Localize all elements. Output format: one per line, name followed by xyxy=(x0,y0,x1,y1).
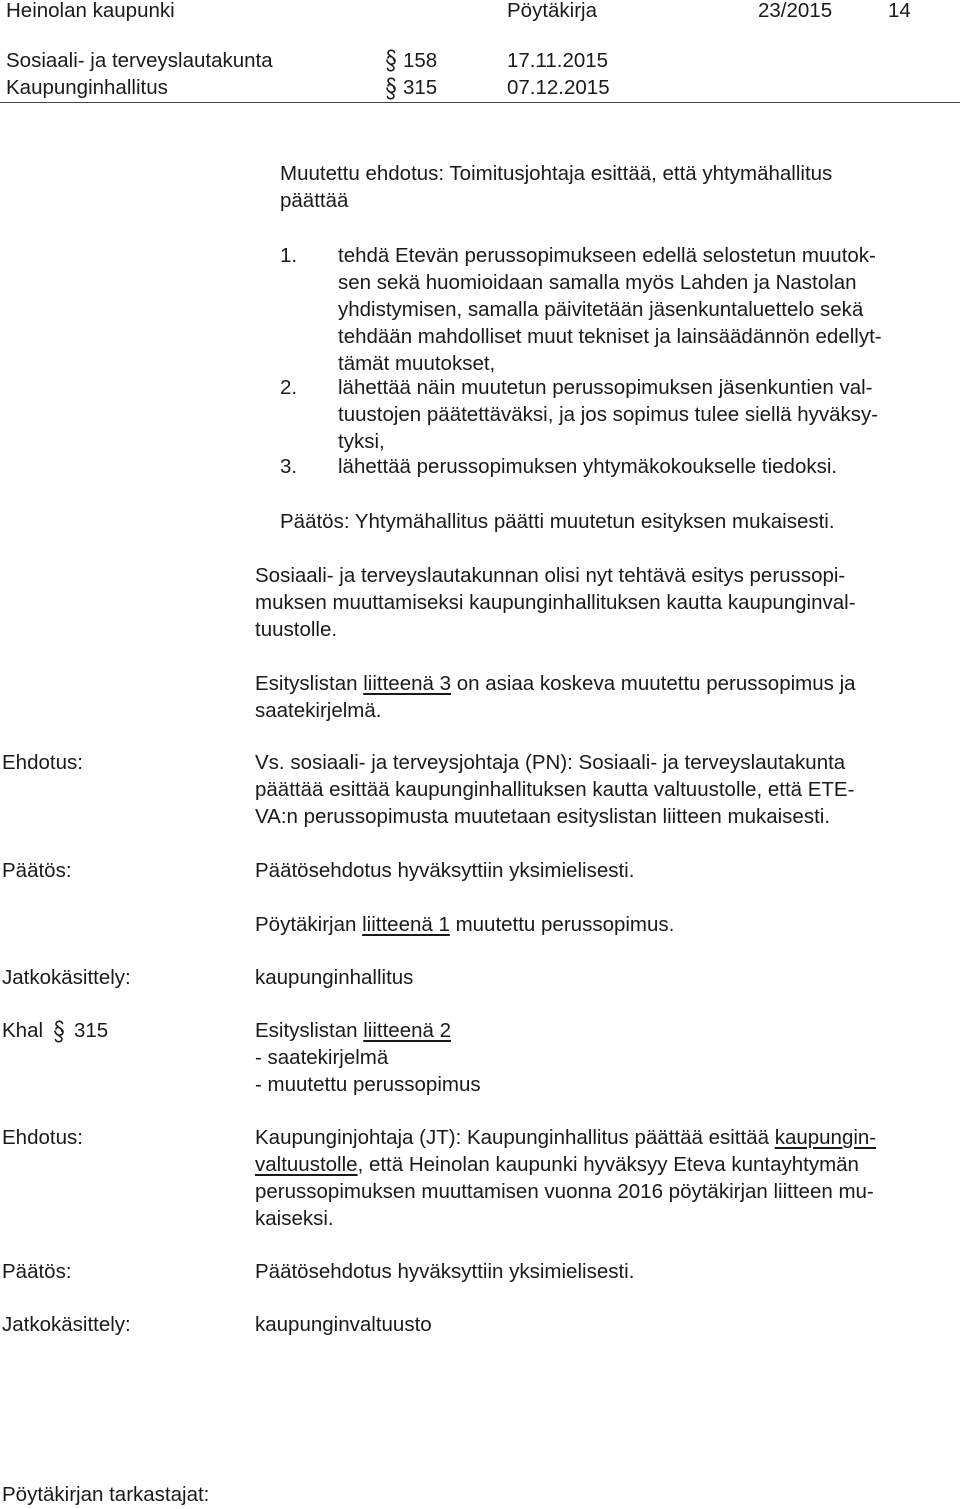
header-city: Heinolan kaupunki xyxy=(6,0,175,22)
khal-name: Khal xyxy=(2,1019,44,1042)
body-paragraph: muksen muuttamiseksi kaupunginhallituksen kautta kaupunginval- xyxy=(255,591,856,614)
khal-number: 315 xyxy=(74,1019,109,1042)
header-number: 23/2015 xyxy=(758,0,833,22)
minutes-attachment xyxy=(255,911,674,938)
proposal-text: VA:n perussopimusta muutetaan esityslistan liitteen mukaisesti. xyxy=(255,805,831,828)
attachment-text: Pöytäkirjan xyxy=(255,913,363,936)
decision-text: Päätösehdotus hyväksyttiin yksimielisesti. xyxy=(255,859,635,882)
attachment-link[interactable]: liitteenä 2 xyxy=(363,1019,451,1042)
attachment-link[interactable]: liitteenä 3 xyxy=(363,672,451,695)
amended-decision: Päätös: Yhtymähallitus päätti muutetun esityksen mukaisesti. xyxy=(280,510,835,533)
header-body-2-date: 07.12.2015 xyxy=(507,76,610,99)
proposal-text-part: , että Heinolan kaupunki hyväksyy Eteva kuntayhtymän xyxy=(357,1153,859,1176)
header-body-2-number: 315 xyxy=(403,76,438,99)
list-item-number: 2. xyxy=(280,376,298,399)
list-item-number: 1. xyxy=(280,244,298,267)
list-item-text: tehdä Etevän perussopimukseen edellä selostetun muutok- xyxy=(338,244,876,267)
header-body-2: Kaupunginhallitus xyxy=(6,76,168,99)
header-page: 14 xyxy=(888,0,911,22)
proposal-text: kaiseksi. xyxy=(255,1207,334,1230)
followup-label: Jatkokäsittely: xyxy=(2,1313,131,1336)
body-paragraph: Sosiaali- ja terveyslautakunnan olisi nyt tehtävä esitys perussopi- xyxy=(255,564,846,587)
khal-attachment xyxy=(255,1017,451,1044)
proposal-text: päättää esittää kaupunginhallituksen kautta valtuustolle, että ETE- xyxy=(255,778,855,801)
attachment-text: Esityslistan xyxy=(255,1019,364,1042)
khal-attachment-item: - muutettu perussopimus xyxy=(255,1073,481,1096)
followup-text: kaupunginvaltuusto xyxy=(255,1313,432,1336)
list-item-text: tyksi, xyxy=(338,430,385,453)
header-body-1: Sosiaali- ja terveyslautakunta xyxy=(6,49,273,72)
proposal-text xyxy=(255,1124,876,1151)
followup-label: Jatkokäsittely: xyxy=(2,966,131,989)
council-link[interactable]: valtuustolle xyxy=(255,1153,358,1176)
attachment-text: on asiaa koskeva muutettu perussopimus ja xyxy=(451,672,856,695)
proposal-label: Ehdotus: xyxy=(2,1126,83,1149)
list-item-number: 3. xyxy=(280,455,298,478)
section-sign-icon xyxy=(384,75,398,103)
list-item-text: yhdistymisen, samalla päivitetään jäsenkuntaluettelo sekä xyxy=(338,298,864,321)
attachment-text: Esityslistan xyxy=(255,672,364,695)
decision-text: Päätösehdotus hyväksyttiin yksimielisesti. xyxy=(255,1260,635,1283)
attachment-paragraph-end: saatekirjelmä. xyxy=(255,699,382,722)
minutes-checkers-label: Pöytäkirjan tarkastajat: xyxy=(2,1483,210,1506)
attachment-text: muutettu perussopimus. xyxy=(449,913,675,936)
header-body-1-number: 158 xyxy=(403,49,438,72)
khal-attachment-item: - saatekirjelmä xyxy=(255,1046,389,1069)
proposal-label: Ehdotus: xyxy=(2,751,83,774)
list-item-text: tämät muutokset, xyxy=(338,352,496,375)
council-link[interactable]: kaupungin- xyxy=(774,1126,877,1149)
section-sign-icon xyxy=(384,47,398,75)
attachment-link[interactable]: liitteenä 1 xyxy=(362,913,450,936)
section-sign-icon xyxy=(52,1018,66,1046)
list-item-text: sen sekä huomioidaan samalla myös Lahden ja Nastolan xyxy=(338,271,857,294)
list-item-text: tuustojen päätettäväksi, ja jos sopimus tulee siellä hyväksy- xyxy=(338,403,879,426)
proposal-text: Vs. sosiaali- ja terveysjohtaja (PN): Sosiaali- ja terveyslautakunta xyxy=(255,751,846,774)
list-item-text: tehdään mahdolliset muut tekniset ja lainsäädännön edellyt- xyxy=(338,325,882,348)
proposal-text-part: Kaupunginjohtaja (JT): Kaupunginhallitus päättää esittää xyxy=(255,1126,775,1149)
amended-intro: päättää xyxy=(280,189,349,212)
proposal-text: perussopimuksen muuttamisen vuonna 2016 pöytäkirjan liitteen mu- xyxy=(255,1180,874,1203)
followup-text: kaupunginhallitus xyxy=(255,966,414,989)
decision-label: Päätös: xyxy=(2,1260,72,1283)
body-paragraph: tuustolle. xyxy=(255,618,338,641)
proposal-text xyxy=(255,1151,859,1178)
attachment-paragraph xyxy=(255,670,856,697)
list-item-text: lähettää näin muutetun perussopimuksen jäsenkuntien val- xyxy=(338,376,873,399)
amended-intro: Muutettu ehdotus: Toimitusjohtaja esittää, että yhtymähallitus xyxy=(280,162,833,185)
decision-label: Päätös: xyxy=(2,859,72,882)
header-divider xyxy=(0,102,960,103)
header-doctype: Pöytäkirja xyxy=(507,0,598,22)
khal-label xyxy=(2,1017,43,1044)
header-body-1-date: 17.11.2015 xyxy=(507,49,609,72)
list-item-text: lähettää perussopimuksen yhtymäkokoukselle tiedoksi. xyxy=(338,455,838,478)
